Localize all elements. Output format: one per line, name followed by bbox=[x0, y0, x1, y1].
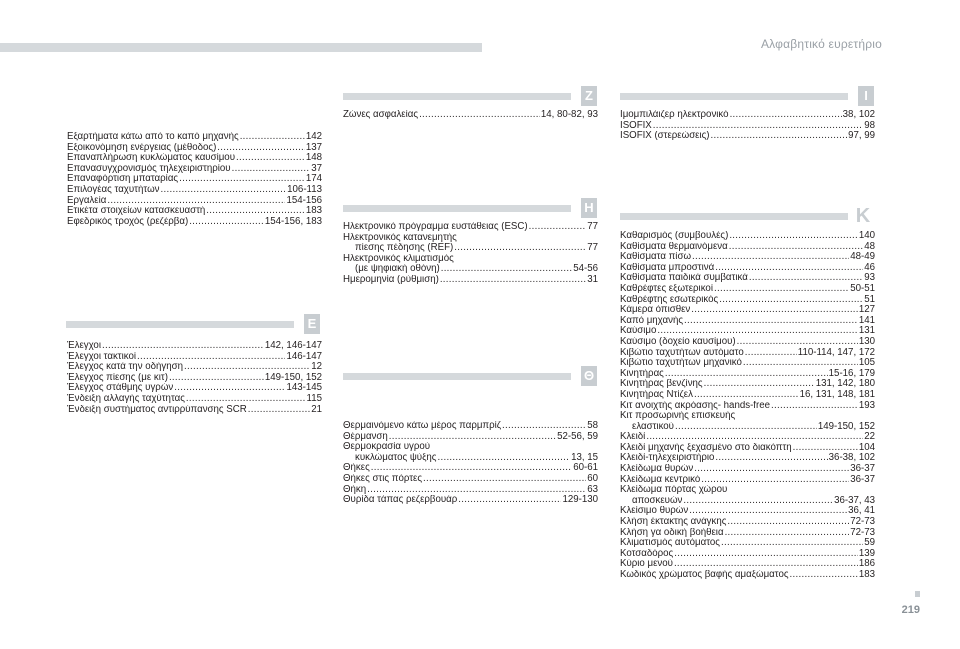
index-entry-term: Έλεγχος κατά την οδήγηση bbox=[67, 362, 183, 373]
index-entry bbox=[67, 341, 322, 352]
index-entry-term: Ηλεκτρονικός κατανεμητής bbox=[343, 232, 457, 243]
index-entry bbox=[620, 506, 875, 517]
index-entry-pages: 60 bbox=[587, 473, 598, 484]
index-entry-term: Ηλεκτρονικός κλιματισμός bbox=[343, 253, 454, 264]
index-entry-term: Επανασυγχρονισμός τηλεχειριστηρίου bbox=[67, 163, 231, 174]
index-entry-term: Ηλεκτρονικό πρόγραμμα ευστάθειας (ESC) bbox=[343, 222, 528, 232]
index-entry-term: ISOFIX (στερεώσεις) bbox=[620, 131, 710, 142]
dot-leader bbox=[701, 475, 849, 486]
index-entry-term: Κλείδωμα πόρτας χώρου bbox=[620, 485, 728, 496]
index-entry-pages: 37 bbox=[311, 163, 322, 174]
index-entry bbox=[343, 485, 598, 496]
index-section-e-list bbox=[67, 132, 322, 227]
index-entry-term: (με ψηφιακή οθόνη) bbox=[355, 264, 440, 275]
index-entry-term: Καθίσματα θερμαινόμενα bbox=[620, 241, 728, 252]
dot-leader bbox=[137, 352, 285, 363]
index-entry-pages: 50-51 bbox=[850, 283, 875, 294]
index-entry-term: πίεσης πέδησης (REF) bbox=[355, 243, 454, 254]
index-entry-pages: 106-113 bbox=[287, 184, 322, 195]
index-entry bbox=[67, 383, 322, 394]
index-entry bbox=[343, 463, 598, 474]
index-entry bbox=[620, 432, 875, 443]
index-entry-term: Εφεδρικός τροχός (ρεζέρβα) bbox=[67, 216, 189, 227]
index-entry-pages: 36-37 bbox=[850, 474, 875, 485]
section-letter-badge: Θ bbox=[581, 366, 597, 386]
index-entry-pages: 36, 41 bbox=[848, 506, 875, 517]
index-entry bbox=[620, 273, 875, 284]
index-entry bbox=[620, 411, 875, 422]
dot-leader bbox=[232, 164, 311, 175]
index-entry-pages: 12 bbox=[311, 362, 322, 373]
index-section-e-tonos-list bbox=[67, 341, 322, 415]
index-entry bbox=[67, 153, 322, 164]
dot-leader bbox=[189, 217, 264, 228]
dot-leader bbox=[727, 517, 849, 528]
section-divider-i bbox=[620, 90, 874, 110]
index-entry-pages: 59 bbox=[864, 538, 875, 549]
dot-leader bbox=[771, 401, 858, 412]
index-entry-term: Καύσιμο bbox=[620, 326, 657, 337]
dot-leader bbox=[793, 443, 858, 454]
index-entry-term: Κινητήρας Ντίζελ bbox=[620, 389, 693, 400]
corner-marker bbox=[915, 591, 920, 597]
dot-leader bbox=[674, 559, 858, 570]
index-entry bbox=[343, 222, 598, 233]
index-entry-pages: 193 bbox=[858, 400, 875, 411]
index-entry-pages: 139 bbox=[858, 548, 875, 559]
divider-line bbox=[620, 213, 848, 220]
divider-line bbox=[343, 205, 571, 212]
index-entry-term: Κιβώτιο ταχυτήτων μηχανικό bbox=[620, 358, 742, 369]
dot-leader bbox=[737, 337, 858, 348]
index-entry-term: Θήκη bbox=[343, 484, 367, 495]
index-entry bbox=[620, 252, 875, 263]
index-entry-pages: 149-150, 152 bbox=[817, 421, 875, 432]
index-entry-pages: 13, 15 bbox=[571, 452, 598, 463]
index-entry-pages: 93 bbox=[864, 273, 875, 284]
dot-leader bbox=[236, 153, 305, 164]
index-entry-term: Κωδικός χρώματος βαφής αμαξώματος bbox=[620, 570, 789, 580]
index-entry-pages: 52-56, 59 bbox=[557, 431, 598, 442]
dot-leader bbox=[502, 421, 586, 432]
index-entry-pages: 54-56 bbox=[573, 264, 598, 275]
index-entry-term: Εξοικονόμηση ενέργειας (μέθοδος) bbox=[67, 142, 217, 153]
index-entry bbox=[67, 352, 322, 363]
index-entry bbox=[620, 305, 875, 316]
index-entry-pages: 46 bbox=[864, 262, 875, 273]
dot-leader bbox=[674, 549, 858, 560]
index-entry-pages: 36-37 bbox=[850, 464, 875, 475]
index-entry-pages: 97, 99 bbox=[848, 131, 875, 142]
index-entry-term: Ημερομηνία (ρύθμιση) bbox=[343, 274, 439, 285]
index-entry-term: Καθίσματα παιδικά συμβατικά bbox=[620, 273, 748, 284]
index-entry bbox=[620, 110, 875, 121]
index-entry-term: Καθίσματα μπροστινά bbox=[620, 262, 715, 273]
dot-leader bbox=[161, 185, 287, 196]
index-entry-term: Κλήση γα οδική βοήθεια bbox=[620, 527, 724, 538]
section-letter-badge: Η bbox=[581, 198, 597, 218]
header-bar bbox=[0, 43, 482, 52]
dot-leader bbox=[206, 206, 305, 217]
index-entry-term: Ιμομπιλάιζερ ηλεκτρονικό bbox=[620, 110, 729, 120]
index-entry-term: Θήκες bbox=[343, 463, 370, 474]
index-entry bbox=[620, 485, 875, 496]
divider-line bbox=[343, 93, 571, 100]
index-entry-pages: 51 bbox=[864, 294, 875, 305]
index-entry bbox=[620, 549, 875, 560]
section-divider-h bbox=[343, 202, 597, 222]
index-entry-term: Κιβώτιο ταχυτήτων αυτόματο bbox=[620, 347, 744, 358]
index-entry-term: Καθίσματα πίσω bbox=[620, 252, 692, 263]
index-entry-term: Κλείσιμο θυρών bbox=[620, 506, 689, 517]
dot-leader bbox=[694, 390, 799, 401]
index-entry-term: Καπό μηχανής bbox=[620, 315, 684, 326]
dot-leader bbox=[174, 383, 285, 394]
index-entry-term: Έλεγχος πίεσης (με κιτ) bbox=[67, 372, 168, 383]
index-entry bbox=[343, 275, 598, 286]
dot-leader bbox=[729, 242, 863, 253]
index-entry-pages: 60-61 bbox=[573, 463, 598, 474]
dot-leader bbox=[458, 495, 561, 506]
dot-leader bbox=[689, 506, 847, 517]
index-entry bbox=[620, 475, 875, 486]
dot-leader bbox=[186, 394, 306, 405]
page-number: 219 bbox=[901, 604, 920, 616]
index-section-th-list bbox=[343, 421, 598, 506]
dot-leader bbox=[529, 222, 587, 233]
index-entry bbox=[620, 231, 875, 242]
index-entry-term: Κλειδί-τηλεχειριστήριο bbox=[620, 453, 715, 464]
index-entry-term: Εξαρτήματα κάτω από το καπό μηχανής bbox=[67, 132, 239, 142]
index-entry-term: Καύσιμο (δοχείο καυσίμου) bbox=[620, 336, 736, 347]
index-entry-pages: 142 bbox=[305, 132, 322, 142]
dot-leader bbox=[665, 369, 828, 380]
index-entry-term: κυκλώματος ψύξης bbox=[355, 452, 437, 463]
dot-leader bbox=[729, 231, 858, 242]
index-entry-pages: 63 bbox=[587, 484, 598, 495]
dot-leader bbox=[691, 305, 858, 316]
index-entry bbox=[620, 496, 875, 507]
index-entry-pages: 183 bbox=[858, 570, 875, 580]
dot-leader bbox=[107, 196, 285, 207]
dot-leader bbox=[749, 273, 863, 284]
index-entry bbox=[343, 243, 598, 254]
index-entry bbox=[620, 464, 875, 475]
dot-leader bbox=[437, 453, 570, 464]
index-entry-term: Κοτσαδόρος bbox=[620, 548, 674, 559]
index-entry-pages: 72-73 bbox=[850, 527, 875, 538]
index-entry bbox=[620, 263, 875, 274]
index-entry-term: Κινητήρας βενζίνης bbox=[620, 379, 703, 390]
index-entry bbox=[67, 373, 322, 384]
dot-leader bbox=[653, 121, 863, 132]
index-entry bbox=[67, 217, 322, 228]
dot-leader bbox=[371, 463, 572, 474]
index-entry bbox=[67, 394, 322, 405]
index-entry-term: Κλειδί μηχανής ξεχασμένο στο διακόπτη bbox=[620, 442, 792, 453]
index-section-k-list bbox=[620, 231, 875, 581]
dot-leader bbox=[725, 528, 850, 539]
index-entry-pages: 140 bbox=[858, 231, 875, 241]
index-entry-pages: 72-73 bbox=[850, 517, 875, 528]
index-entry-pages: 131 bbox=[858, 326, 875, 337]
index-entry bbox=[67, 132, 322, 143]
index-entry-term: Ένδειξη συστήματος αντιρρύπανσης SCR bbox=[67, 404, 247, 415]
index-entry bbox=[620, 538, 875, 549]
dot-leader bbox=[389, 432, 556, 443]
section-letter-badge: Ζ bbox=[581, 86, 597, 106]
index-entry bbox=[67, 405, 322, 416]
index-entry bbox=[620, 422, 875, 433]
index-entry bbox=[620, 517, 875, 528]
index-entry-term: αποσκευών bbox=[632, 495, 683, 506]
dot-leader bbox=[692, 252, 849, 263]
index-entry-pages: 21 bbox=[311, 404, 322, 415]
index-entry-pages: 105 bbox=[858, 358, 875, 369]
index-section-i-list bbox=[620, 110, 875, 142]
dot-leader bbox=[704, 379, 815, 390]
index-entry-pages: 143-145 bbox=[286, 383, 322, 394]
index-entry-term: Έλεγχος στάθμης υγρών bbox=[67, 383, 174, 394]
index-entry-term: Εργαλεία bbox=[67, 195, 107, 206]
section-letter-badge: Κ bbox=[855, 205, 871, 227]
dot-leader bbox=[367, 485, 586, 496]
index-entry-pages: 115 bbox=[306, 393, 322, 404]
index-entry bbox=[343, 432, 598, 443]
index-entry-term: Έλεγχοι bbox=[67, 341, 101, 351]
index-entry bbox=[620, 284, 875, 295]
index-entry bbox=[620, 337, 875, 348]
dot-leader bbox=[684, 316, 858, 327]
index-entry bbox=[343, 264, 598, 275]
dot-leader bbox=[419, 110, 540, 121]
index-entry-term: Θέρμανση bbox=[343, 431, 388, 442]
index-entry-pages: 142, 146-147 bbox=[264, 341, 322, 351]
index-entry bbox=[343, 233, 598, 244]
index-entry bbox=[620, 131, 875, 142]
index-entry bbox=[67, 143, 322, 154]
dot-leader bbox=[715, 263, 863, 274]
index-entry bbox=[67, 164, 322, 175]
index-entry bbox=[343, 110, 598, 121]
dot-leader bbox=[423, 474, 586, 485]
index-entry-term: Κινητήρας bbox=[620, 368, 664, 379]
index-entry bbox=[67, 206, 322, 217]
dot-leader bbox=[790, 570, 858, 581]
index-entry-pages: 22 bbox=[864, 432, 875, 443]
index-entry bbox=[620, 242, 875, 253]
index-entry-term: Καθαρισμός (συμβουλές) bbox=[620, 231, 729, 241]
dot-leader bbox=[441, 264, 573, 275]
index-entry-term: ISOFIX bbox=[620, 120, 652, 131]
index-entry-term: Καθρέφτες εξωτερικοί bbox=[620, 283, 713, 294]
section-divider-e bbox=[66, 318, 320, 338]
dot-leader bbox=[743, 358, 858, 369]
section-divider-k bbox=[620, 205, 874, 230]
dot-leader bbox=[240, 132, 305, 143]
index-entry bbox=[343, 421, 598, 432]
page-title: Αλφαβητικό ευρετήριο bbox=[760, 37, 882, 51]
dot-leader bbox=[719, 295, 863, 306]
index-entry bbox=[620, 379, 875, 390]
index-entry bbox=[620, 348, 875, 359]
index-entry-pages: 14, 80-82, 93 bbox=[540, 110, 598, 120]
dot-leader bbox=[683, 496, 833, 507]
index-entry-pages: 127 bbox=[858, 305, 875, 316]
index-entry-term: Ζώνες ασφαλείας bbox=[343, 110, 419, 120]
index-entry bbox=[343, 254, 598, 265]
dot-leader bbox=[102, 341, 264, 352]
index-entry-pages: 98 bbox=[864, 120, 875, 131]
dot-leader bbox=[694, 464, 849, 475]
index-entry bbox=[67, 185, 322, 196]
index-entry-pages: 38, 102 bbox=[842, 110, 875, 120]
divider-line bbox=[343, 373, 571, 380]
section-divider-z bbox=[343, 90, 597, 110]
index-entry-pages: 16, 131, 148, 181 bbox=[799, 389, 875, 400]
dot-leader bbox=[454, 243, 586, 254]
index-entry bbox=[620, 390, 875, 401]
divider-line bbox=[620, 93, 848, 100]
index-entry-term: Κλειδί bbox=[620, 432, 646, 443]
index-entry-pages: 131, 142, 180 bbox=[815, 379, 875, 390]
index-entry-term: Έλεγχοι τακτικοί bbox=[67, 351, 137, 362]
index-entry-pages: 149-150, 152 bbox=[264, 372, 322, 383]
section-letter-badge: Ι bbox=[858, 86, 874, 106]
index-entry-pages: 48 bbox=[864, 241, 875, 252]
index-entry-term: Ένδειξη αλλαγής ταχύτητας bbox=[67, 393, 185, 404]
index-entry bbox=[620, 369, 875, 380]
index-entry-term: Κιτ προσωρινής επισκευής bbox=[620, 411, 736, 422]
index-entry bbox=[67, 174, 322, 185]
divider-line bbox=[66, 321, 294, 328]
index-entry-term: Επιλογέας ταχυτήτων bbox=[67, 184, 160, 195]
dot-leader bbox=[711, 131, 848, 142]
index-entry-pages: 110-114, 147, 172 bbox=[797, 347, 875, 358]
index-entry-pages: 15-16, 179 bbox=[828, 368, 875, 379]
index-entry bbox=[620, 528, 875, 539]
index-section-h-list bbox=[343, 222, 598, 286]
index-entry-pages: 148 bbox=[305, 153, 322, 164]
index-entry-pages: 130 bbox=[858, 336, 875, 347]
index-entry-pages: 146-147 bbox=[286, 351, 322, 362]
dot-leader bbox=[248, 405, 310, 416]
index-entry bbox=[620, 570, 875, 581]
dot-leader bbox=[657, 326, 857, 337]
index-entry-term: Ετικέτα στοιχείων κατασκευαστή bbox=[67, 206, 206, 217]
dot-leader bbox=[217, 143, 305, 154]
dot-leader bbox=[646, 432, 863, 443]
index-section-z-list bbox=[343, 110, 598, 121]
index-entry-pages: 154-156, 183 bbox=[264, 216, 322, 227]
index-entry-term: Θυρίδα τάπας ρεζερβουάρ bbox=[343, 495, 458, 506]
index-entry bbox=[620, 443, 875, 454]
index-entry-pages: 183 bbox=[305, 206, 322, 217]
index-entry-term: Κύριο μενού bbox=[620, 559, 673, 570]
index-entry-term: Κιτ ανοιχτής ακρόασης- hands-free bbox=[620, 400, 770, 411]
index-entry bbox=[620, 559, 875, 570]
index-entry bbox=[343, 474, 598, 485]
index-entry bbox=[620, 358, 875, 369]
index-entry-term: ελαστικού bbox=[632, 421, 674, 432]
index-entry-pages: 77 bbox=[587, 243, 598, 254]
index-entry bbox=[620, 316, 875, 327]
dot-leader bbox=[721, 538, 863, 549]
index-entry-pages: 154-156 bbox=[286, 195, 322, 206]
index-entry-term: Θήκες στις πόρτες bbox=[343, 473, 423, 484]
index-entry-term: Θερμαινόμενο κάτω μέρος παρμπρίζ bbox=[343, 421, 502, 431]
index-entry-pages: 174 bbox=[305, 174, 322, 185]
dot-leader bbox=[440, 275, 586, 286]
index-entry-term: Επαναφόρτιση μπαταρίας bbox=[67, 174, 179, 185]
index-entry-pages: 129-130 bbox=[562, 495, 598, 506]
index-entry-term: Κλείδωμα θυρών bbox=[620, 464, 694, 475]
index-entry bbox=[67, 362, 322, 373]
index-entry-term: Κάμερα όπισθεν bbox=[620, 305, 691, 316]
index-entry bbox=[67, 196, 322, 207]
dot-leader bbox=[184, 362, 310, 373]
dot-leader bbox=[715, 453, 827, 464]
dot-leader bbox=[745, 348, 797, 359]
index-entry-term: Κλήση έκτακτης ανάγκης bbox=[620, 517, 727, 528]
index-entry bbox=[343, 453, 598, 464]
index-entry-pages: 36-37, 43 bbox=[834, 495, 875, 506]
section-letter-badge: Ε bbox=[304, 314, 320, 334]
dot-leader bbox=[169, 373, 264, 384]
index-entry-pages: 186 bbox=[858, 559, 875, 570]
section-divider-th bbox=[343, 370, 597, 390]
dot-leader bbox=[179, 174, 305, 185]
index-entry-pages: 48-49 bbox=[850, 252, 875, 263]
index-entry-pages: 31 bbox=[587, 274, 598, 285]
dot-leader bbox=[730, 110, 842, 121]
index-entry-pages: 141 bbox=[858, 315, 875, 326]
index-entry bbox=[343, 442, 598, 453]
index-entry bbox=[620, 453, 875, 464]
index-entry bbox=[620, 295, 875, 306]
index-entry bbox=[620, 121, 875, 132]
index-entry-pages: 36-38, 102 bbox=[828, 453, 875, 464]
index-entry-term: Κλείδωμα κεντρικό bbox=[620, 474, 701, 485]
index-entry-pages: 77 bbox=[587, 222, 598, 232]
index-entry-term: Επαναπλήρωση κυκλώματος καυσίμου bbox=[67, 153, 235, 164]
index-entry-term: Θερμοκρασία υγρού bbox=[343, 442, 431, 453]
index-entry bbox=[343, 495, 598, 506]
index-entry-term: Κλιματισμός αυτόματος bbox=[620, 538, 720, 549]
index-entry bbox=[620, 326, 875, 337]
index-entry bbox=[620, 401, 875, 412]
index-entry-term: Καθρέφτης εσωτερικός bbox=[620, 294, 719, 305]
index-entry-pages: 104 bbox=[858, 442, 875, 453]
dot-leader bbox=[714, 284, 849, 295]
index-entry-pages: 137 bbox=[305, 142, 322, 153]
index-entry-pages: 58 bbox=[587, 421, 598, 431]
dot-leader bbox=[675, 422, 817, 433]
